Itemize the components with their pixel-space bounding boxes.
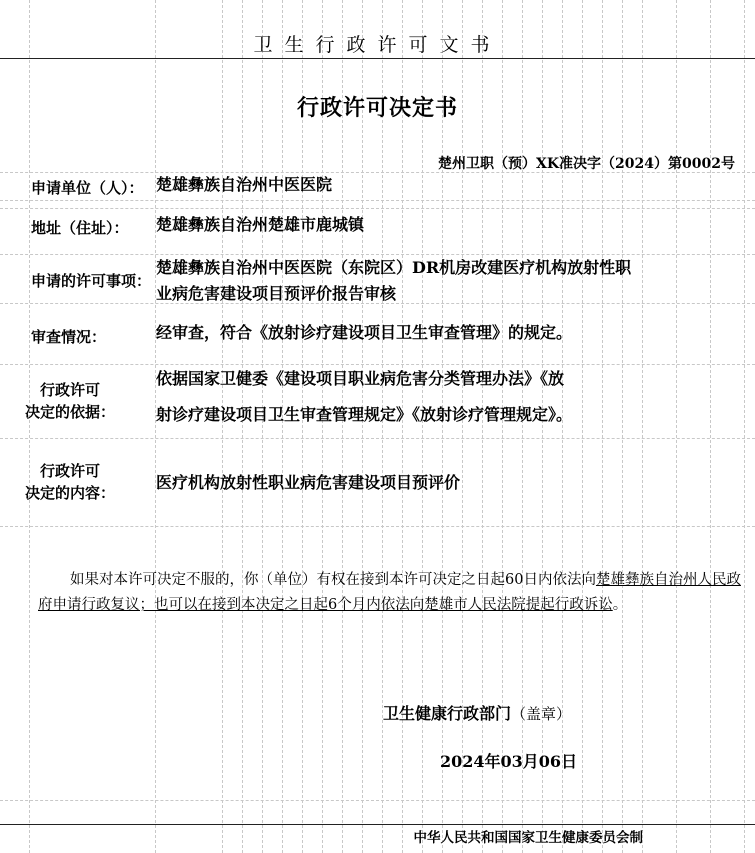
document-number: 楚州卫职（预）XK准决字（2024）第0002号 (438, 156, 735, 172)
header-rule (0, 58, 755, 59)
basis-label-line2: 决定的依据： (24, 403, 115, 421)
footer-issuer: 中华人民共和国国家卫生健康委员会制 (413, 830, 643, 846)
applicant-label: 申请单位（人）： (31, 179, 144, 197)
basis-label-line1: 行政许可 (39, 381, 100, 399)
appeal-notice-underlined: 楚雄彝族自治州人民政府申请行政复议；也可以在接到本决定之日起6个月内依法向楚雄市人民法院提起行政诉讼 (38, 572, 741, 613)
review-label: 审查情况： (31, 328, 107, 346)
basis-value-line1: 依据国家卫健委《建设项目职业病危害分类管理办法》《放 (156, 369, 565, 388)
page-title: 行政许可决定书 (296, 95, 458, 121)
permit-item-value: 楚雄彝族自治州中医医院（东院区）DR机房改建医疗机构放射性职业病危害建设项目预评价报告审核 (156, 258, 632, 303)
applicant-value: 楚雄彝族自治州中医医院 (156, 175, 333, 194)
document-category-title: 卫生行政许可文书 (253, 34, 502, 56)
seal-note: （盖章） (511, 705, 572, 723)
appeal-notice (38, 568, 750, 618)
basis-value-line2: 射诊疗建设项目卫生审查管理规定》《放射诊疗管理规定》。 (156, 405, 573, 424)
content-value: 医疗机构放射性职业病危害建设项目预评价 (156, 473, 461, 492)
appeal-notice-end: 。 (612, 597, 628, 613)
address-value: 楚雄彝族自治州楚雄市鹿城镇 (156, 215, 365, 234)
content-label (15, 460, 125, 504)
content-label-line2: 决定的内容： (24, 484, 115, 502)
basis-label (15, 379, 125, 423)
address-label: 地址（住址）： (31, 219, 129, 237)
issue-date: 2024年03月06日 (440, 752, 578, 771)
department-name: 卫生健康行政部门 (383, 704, 512, 723)
appeal-notice-text: 如果对本许可决定不服的，你（单位）有权在接到本许可决定之日起60日内依法向 (70, 572, 596, 588)
issuing-department (383, 701, 571, 724)
footer-rule (0, 824, 755, 825)
review-value: 经审查，符合《放射诊疗建设项目卫生审查管理》的规定。 (156, 323, 573, 342)
permit-item-label: 申请的许可事项： (31, 272, 152, 290)
content-label-line1: 行政许可 (39, 462, 100, 480)
